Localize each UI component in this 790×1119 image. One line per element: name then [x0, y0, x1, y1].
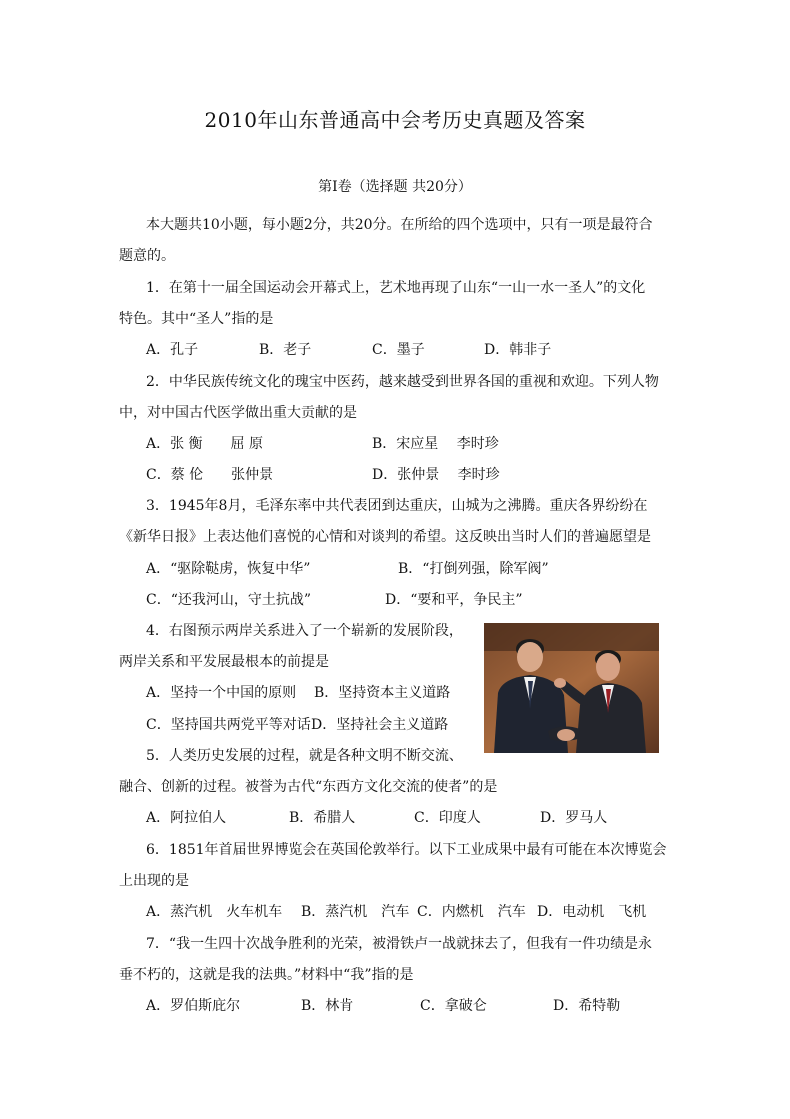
q7-stem-line-1: 7．“我一生四十次战争胜利的光荣，被滑铁卢一战就抹去了，但我有一件功绩是永 — [146, 936, 653, 952]
q5-option-b: B．希腊人 — [289, 810, 356, 826]
q1-stem-line-1: 1．在第十一届全国运动会开幕式上，艺术地再现了山东“一山一水一圣人”的文化 — [146, 280, 646, 296]
q4-option-a: A．坚持一个中国的原则 — [146, 685, 297, 701]
q6-option-d: D．电动机 飞机 — [537, 904, 647, 920]
q4-option-d: D．坚持社会主义道路 — [311, 717, 449, 733]
q5-option-c: C．印度人 — [414, 810, 481, 826]
q2-stem-line-1: 2．中华民族传统文化的瑰宝中医药，越来越受到世界各国的重视和欢迎。下列人物 — [146, 374, 659, 390]
q3-option-d: D．“要和平，争民主” — [385, 592, 523, 608]
section-heading: 第Ⅰ卷（选择题 共20分） — [318, 179, 472, 195]
q6-option-c: C．内燃机 汽车 — [417, 904, 526, 920]
q7-option-c: C．拿破仑 — [420, 998, 487, 1014]
q7-option-d: D．希特勒 — [553, 998, 621, 1014]
q3-stem-line-2: 《新华日报》上表达他们喜悦的心情和对谈判的希望。这反映出当时人们的普遍愿望是 — [119, 529, 651, 545]
q6-stem-line-1: 6．1851年首届世界博览会在英国伦敦举行。以下工业成果中最有可能在本次博览会 — [146, 842, 667, 858]
intro-line-2: 题意的。 — [119, 248, 175, 264]
q5-stem-line-1: 5．人类历史发展的过程，就是各种文明不断交流、 — [146, 748, 463, 764]
q4-stem-line-1: 4．右图预示两岸关系进入了一个崭新的发展阶段， — [146, 623, 463, 639]
q4-stem-line-2: 两岸关系和平发展最根本的前提是 — [119, 654, 329, 670]
q2-option-c: C．蔡 伦 张仲景 — [146, 467, 274, 483]
q2-option-a: A．张 衡 屈 原 — [146, 436, 264, 452]
q1-option-b: B．老子 — [259, 342, 312, 358]
document-title: 2010年山东普通高中会考历史真题及答案 — [204, 108, 586, 132]
q2-option-d: D．张仲景 李时珍 — [372, 467, 500, 483]
q3-option-a: A．“驱除鞑虏，恢复中华” — [146, 561, 311, 577]
q1-option-a: A．孔子 — [146, 342, 199, 358]
q4-option-c: C．坚持国共两党平等对话 — [146, 717, 311, 733]
q3-option-b: B．“打倒列强，除军阀” — [398, 561, 549, 577]
q2-option-b: B．宋应星 李时珍 — [372, 436, 499, 452]
q3-option-c: C．“还我河山，守土抗战” — [146, 592, 312, 608]
q5-option-d: D．罗马人 — [540, 810, 608, 826]
q4-option-b: B．坚持资本主义道路 — [314, 685, 451, 701]
intro-line-1: 本大题共10小题，每小题2分，共20分。在所给的四个选项中，只有一项是最符合 — [146, 217, 653, 233]
q1-option-c: C．墨子 — [372, 342, 425, 358]
leaders-handshake-photo — [484, 623, 659, 753]
q7-option-b: B．林肯 — [301, 998, 354, 1014]
q6-stem-line-2: 上出现的是 — [119, 873, 189, 889]
q6-option-b: B．蒸汽机 汽车 — [301, 904, 410, 920]
q1-option-d: D．韩非子 — [484, 342, 552, 358]
q5-stem-line-2: 融合、创新的过程。被誉为古代“东西方文化交流的使者”的是 — [119, 779, 498, 795]
q7-option-a: A．罗伯斯庇尔 — [146, 998, 241, 1014]
q6-option-a: A．蒸汽机 火车机车 — [146, 904, 283, 920]
q5-option-a: A．阿拉伯人 — [146, 810, 227, 826]
q1-stem-line-2: 特色。其中“圣人”指的是 — [119, 311, 274, 327]
q7-stem-line-2: 垂不朽的，这就是我的法典。”材料中“我”指的是 — [119, 967, 414, 983]
q2-stem-line-2: 中，对中国古代医学做出重大贡献的是 — [119, 405, 357, 421]
q3-stem-line-1: 3．1945年8月，毛泽东率中共代表团到达重庆，山城为之沸腾。重庆各界纷纷在 — [146, 498, 648, 514]
